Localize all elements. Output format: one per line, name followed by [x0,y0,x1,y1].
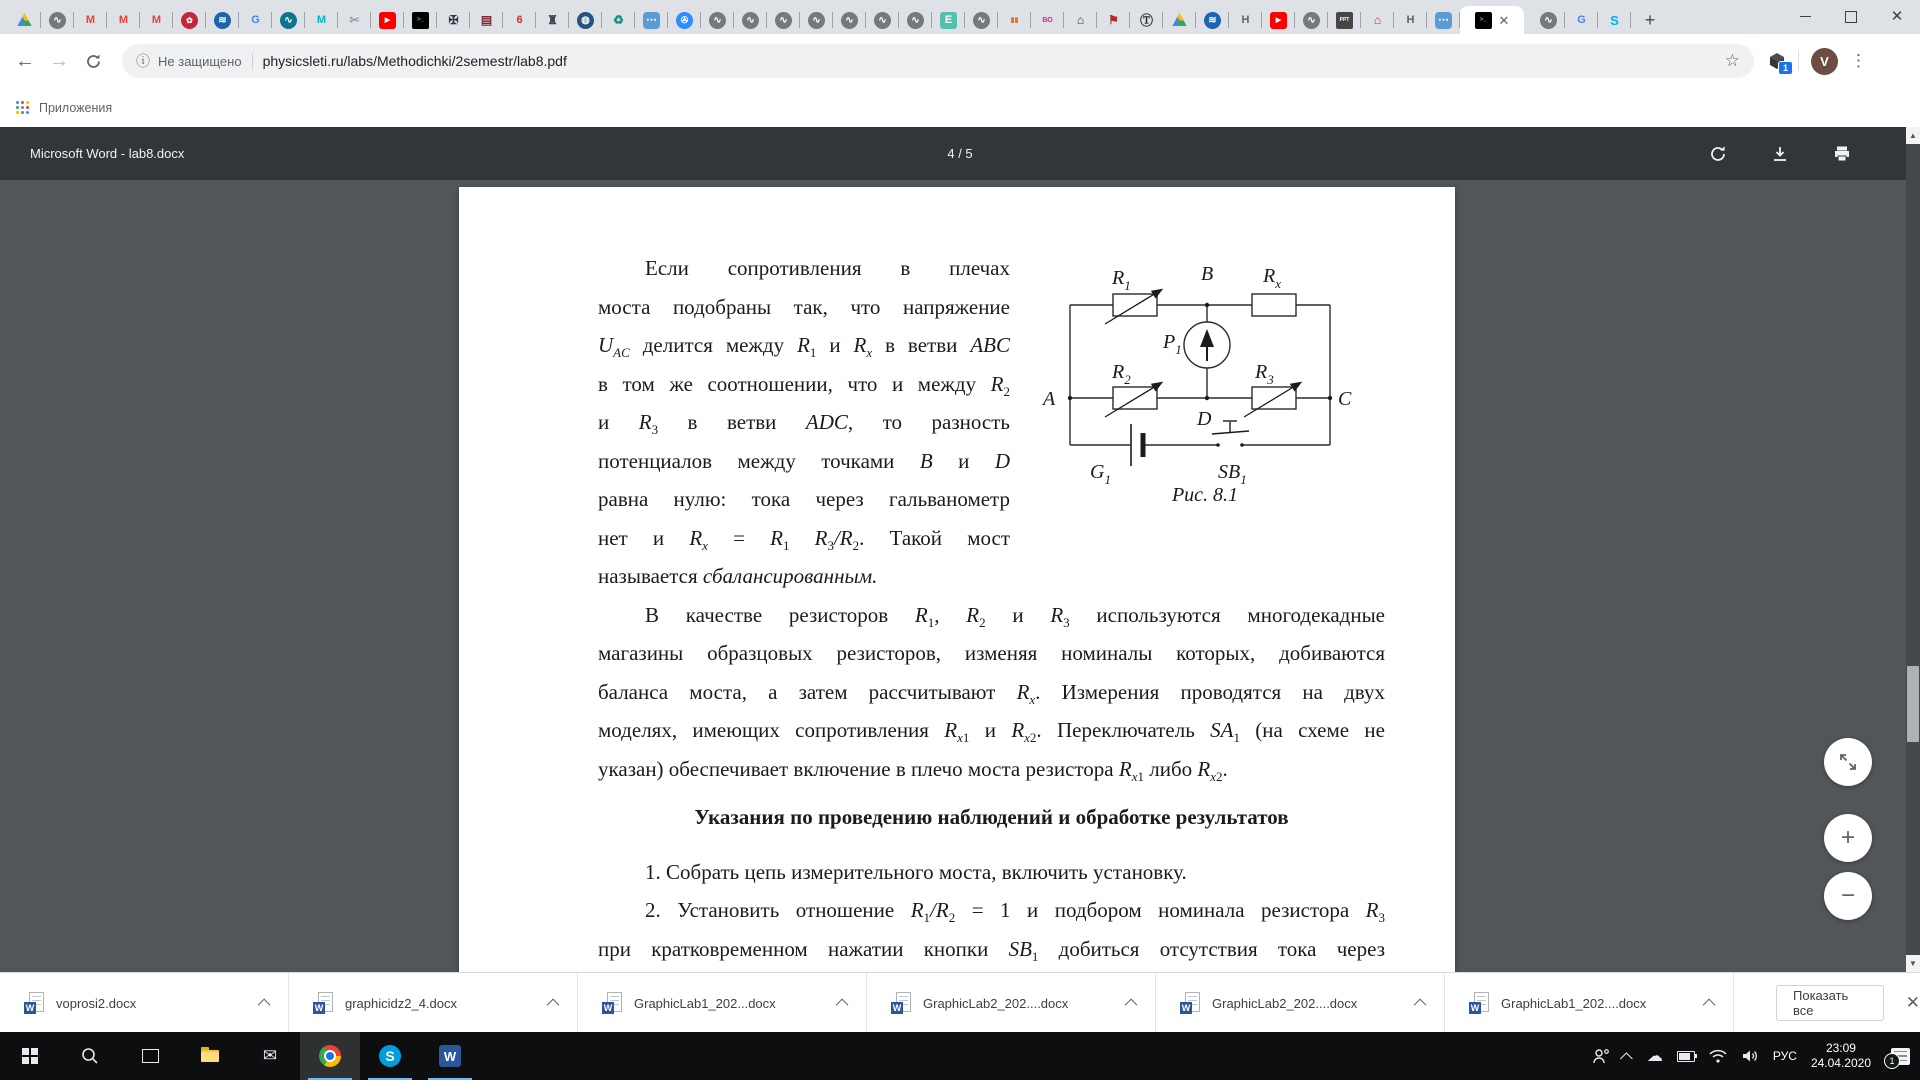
browser-tab[interactable] [74,6,107,34]
tab-favicon-globe: ∿ [808,12,825,29]
document-text-line: баланса моста, а затем рассчитывают $R_x$. Измерения проводятся на двух [598,679,1385,707]
document-text-line: при кратковременном нажатии кнопки $SB_1$ добиться отсутствия тока через [598,936,1385,964]
extension-button[interactable] [1768,52,1788,73]
download-filename: graphicidz2_4.docx [345,995,458,1011]
tab-favicon-swirl-teal: ∿ [280,12,297,29]
tab-favicon-gmail: M [118,13,129,26]
system-tray [1592,1032,1920,1080]
bookmark-apps-label[interactable]: Приложения [39,100,113,115]
battery-icon[interactable] [1677,1051,1695,1062]
download-menu-chevron-icon[interactable] [1703,998,1716,1011]
tab-favicon-terminal: >_ [412,12,429,29]
tab-favicon-house: ⌂ [1373,12,1382,27]
tab-favicon-library: ▤ [480,12,493,27]
tab-favicon-recycle: ♻ [613,12,624,27]
document-text-line: $U_{AC}$ делится между $R_1$ и $R_x$ в ветви ABC [598,333,1010,361]
document-text-line: и $R_3$ в ветви ADC, то разность [598,410,1010,438]
downloads-bar-close-icon[interactable]: ✕ [1905,993,1920,1012]
browser-tab[interactable] [1295,6,1328,34]
tab-favicon-leti: ≋ [1204,12,1221,29]
window-minimize-button[interactable] [1782,0,1828,33]
word-file-icon: W [1180,992,1200,1014]
tab-close-icon[interactable]: ✕ [1498,12,1510,28]
paragraph-2 [598,596,1385,789]
tab-favicon-six: 6 [516,13,523,26]
word-file-icon: W [313,992,333,1014]
pdf-page-indicator: 4 / 5 [947,146,973,161]
skype-taskbar-button[interactable] [360,1032,420,1080]
download-item[interactable] [578,973,867,1033]
browser-tab[interactable] [1031,6,1064,34]
tab-favicon-gmail: M [151,13,162,26]
document-text-line: указан) обеспечивает включение в плечо моста резистора $R_{x1}$ либо $R_{x2}$. [598,756,1228,784]
tab-favicon-globe: ∿ [874,12,891,29]
tab-favicon-gmail: M [85,13,96,26]
tab-favicon-globe: ∿ [1540,12,1557,29]
list-item-2 [598,891,1385,968]
tray-chevron-up-icon[interactable] [1624,1052,1633,1061]
figure-caption: Рис. 8.1 [1171,484,1239,506]
rotate-button[interactable] [1700,136,1736,172]
window-maximize-button[interactable] [1828,0,1874,33]
browser-tab[interactable] [437,6,470,34]
tabs-before [0,6,1460,34]
document-text-line: нет и $R_x = R_1$ $R_3/R_2$. Такой мост [598,525,1011,553]
pdf-document-title: Microsoft Word - lab8.docx [30,146,185,161]
fit-page-icon [1838,752,1858,772]
tab-favicon-youtube: ▶ [379,12,396,29]
tab-favicon-ppt: PPT [1336,12,1353,29]
tab-favicon-drive [1171,12,1188,29]
omnibox[interactable] [122,44,1754,78]
label-d: D [1197,408,1212,430]
forward-button[interactable]: → [49,49,69,72]
browser-tab-strip [0,0,1920,34]
active-tab[interactable] [1460,6,1524,34]
paragraph-1 [598,249,1010,596]
browser-tab[interactable] [41,6,74,34]
tab-favicon-globe: ∿ [742,12,759,29]
close-icon: ✕ [1890,8,1904,25]
label-r1: $R_1$ [1112,267,1131,293]
downloads-bar [0,972,1920,1033]
onedrive-cloud-icon[interactable]: ☁ [1646,1048,1663,1065]
label-sb1: $SB_1$ [1218,461,1247,487]
folder-icon [201,1050,219,1062]
tab-favicon-globe: ∿ [973,12,990,29]
browser-tab[interactable] [602,6,635,34]
new-tab-button[interactable]: + [1644,9,1656,30]
browser-tab[interactable] [536,6,569,34]
download-item[interactable] [1445,973,1734,1033]
omnibox-separator [252,53,253,69]
bookmark-star-icon[interactable]: ☆ [1724,51,1740,70]
task-view-button[interactable] [120,1032,180,1080]
label-a: A [1043,388,1056,410]
browser-tab[interactable] [965,6,998,34]
pdf-page [459,187,1455,972]
tab-favicon-globe: ∿ [49,12,66,29]
file-explorer-button[interactable] [180,1032,240,1080]
url-text[interactable]: physicsleti.ru/labs/Methodichki/2semestr/lab8.pdf [262,53,567,69]
browser-tab[interactable] [635,6,668,34]
document-text-line: в том же соотношении, что и между $R_2$ [598,371,1010,399]
maximize-icon [1845,11,1857,23]
browser-tab[interactable] [272,6,305,34]
browser-tab[interactable] [1328,6,1361,34]
browser-tab[interactable] [404,6,437,34]
browser-tab[interactable] [899,6,932,34]
tab-favicon-cross: ✠ [448,12,459,27]
browser-tab[interactable] [305,6,338,34]
section-heading: Указания по проведению наблюдений и обработке результатов [694,805,1289,829]
reload-icon [85,53,102,70]
tab-favicon-scissors: ✂ [349,12,360,27]
browser-tab[interactable] [569,6,602,34]
notification-badge: 1 [1884,1053,1900,1069]
download-filename: GraphicLab2_202....docx [923,995,1069,1011]
browser-tab[interactable] [1565,6,1598,34]
tab-favicon-page-title: Н [1241,13,1250,26]
document-text-line: равна нулю: тока через гальванометр [598,487,1010,511]
browser-tab[interactable] [1532,6,1565,34]
zoom-out-button[interactable] [1824,872,1872,920]
windows-taskbar [0,1032,1920,1080]
browser-tab[interactable] [1229,6,1262,34]
scroll-up-arrow[interactable]: ▲ [1906,127,1920,144]
label-r2: $R_2$ [1112,361,1131,387]
document-text-line: 2. Установить отношение $R_1/R_2 = 1$ и подбором номинала резистора $R_3$ [645,898,1385,926]
document-content [598,187,1385,968]
browser-tab[interactable] [1427,6,1460,34]
document-text-line: В качестве резисторов $R_1$, $R_2$ и $R_3$ используются многодекадные [645,602,1385,630]
scrollbar-thumb[interactable] [1907,666,1919,742]
browser-tab[interactable] [371,6,404,34]
tab-favicon-terminal: >_ [1475,12,1492,29]
browser-navbar [0,34,1920,88]
word-file-icon: W [1469,992,1489,1014]
start-button[interactable] [0,1032,60,1080]
tab-favicon-m-teal: M [316,13,327,26]
download-menu-chevron-icon[interactable] [1125,998,1138,1011]
browser-tab[interactable] [1262,6,1295,34]
document-text-line: 1. Собрать цепь измерительного моста, включить установку. [645,859,1187,884]
bookmarks-bar [0,88,1920,128]
print-button[interactable] [1824,136,1860,172]
tab-favicon-books: ▮▮ [1010,16,1019,24]
browser-tab[interactable] [173,6,206,34]
download-menu-chevron-icon[interactable] [547,998,560,1011]
tab-favicon-drive [16,12,33,29]
tabs-after [1524,6,1631,34]
mail-icon: ✉ [262,1046,278,1065]
tab-favicon-bookmark: ⚑ [1108,12,1119,27]
plus-icon: + [1840,824,1855,851]
browser-tab[interactable] [338,6,371,34]
word-file-icon: W [891,992,911,1014]
pdf-scrollbar[interactable] [1906,127,1920,972]
document-text-line: потенциалов между точками B и D [598,448,1011,473]
minus-icon: − [1840,882,1855,909]
document-text-line: моделях, имеющих сопротивления $R_{x1}$ и $R_{x2}$. Переключатель $SA_1$ (на схеме не [598,718,1385,746]
tab-favicon-vo: ВО [1042,16,1053,24]
label-r3: $R_3$ [1255,361,1274,387]
browser-tab[interactable] [1064,6,1097,34]
word-file-icon: W [24,992,44,1014]
browser-tab[interactable] [833,6,866,34]
browser-tab[interactable] [1394,6,1427,34]
minimize-icon [1800,16,1811,17]
download-item[interactable] [289,973,578,1033]
windows-logo-icon [22,1048,38,1064]
browser-tab[interactable] [1130,6,1163,34]
download-item[interactable] [0,973,289,1033]
browser-tab[interactable] [767,6,800,34]
rotate-icon [1709,145,1727,163]
clock-time: 23:09 [1825,1041,1856,1055]
tab-favicon-leti: ≋ [214,12,231,29]
browser-tab[interactable] [8,6,41,34]
label-c: C [1338,388,1352,410]
extension-badge: 1 [1778,61,1793,75]
browser-tab[interactable] [107,6,140,34]
mail-button[interactable] [240,1032,300,1080]
word-file-icon: W [602,992,622,1014]
apps-grid-icon[interactable] [16,101,29,114]
chrome-icon [319,1045,341,1067]
download-filename: GraphicLab2_202....docx [1212,995,1358,1011]
browser-tab[interactable] [1163,6,1196,34]
tab-favicon-t-circle: Ⓣ [1139,12,1153,28]
browser-tab[interactable] [140,6,173,34]
document-text-line: называется сбалансированным. [598,564,878,588]
document-text-line: Если сопротивления в плечах [645,256,1010,280]
browser-tab[interactable] [239,6,272,34]
label-p1: $P_1$ [1163,331,1182,357]
download-item[interactable] [867,973,1156,1033]
tab-favicon-google: G [251,13,260,26]
label-rx: $R_x$ [1263,265,1281,291]
browser-tab[interactable] [998,6,1031,34]
label-b: B [1201,263,1214,285]
taskbar-clock[interactable] [1811,1041,1871,1071]
taskbar-search-button[interactable] [60,1032,120,1080]
back-button[interactable]: ← [15,49,35,72]
tab-favicon-globe: ∿ [907,12,924,29]
tab-favicon-berry: ✿ [181,12,198,29]
tab-favicon-city: ⌂ [1076,12,1085,27]
tab-favicon-skype: S [1610,12,1619,28]
fit-page-button[interactable] [1824,738,1872,786]
browser-tab[interactable] [668,6,701,34]
browser-tab[interactable] [800,6,833,34]
download-menu-chevron-icon[interactable] [836,998,849,1011]
show-all-downloads-button[interactable]: Показать все [1776,985,1884,1021]
tab-favicon-camera: ✇ [676,12,693,29]
pdf-viewport[interactable] [0,180,1920,972]
browser-tab[interactable] [1097,6,1130,34]
tab-favicon-globe-blue: ◍ [577,12,594,29]
action-center-icon[interactable] [1891,1048,1910,1065]
tab-favicon-globe: ∿ [709,12,726,29]
word-icon: W [439,1045,461,1067]
print-icon [1833,145,1851,163]
browser-tab[interactable] [932,6,965,34]
search-icon [81,1047,99,1065]
people-icon[interactable] [1592,1048,1610,1064]
page-info-icon[interactable]: ⓘ [136,53,150,69]
download-menu-chevron-icon[interactable] [1414,998,1427,1011]
tab-favicon-chat: ⋯ [643,12,660,29]
download-filename: GraphicLab1_202....docx [1501,995,1647,1011]
language-indicator[interactable]: РУС [1772,1049,1797,1063]
tab-favicon-chat: ⋯ [1435,12,1452,29]
browser-tab[interactable] [470,6,503,34]
browser-tab[interactable] [1598,6,1631,34]
browser-tab[interactable] [1196,6,1229,34]
browser-tab[interactable] [1361,6,1394,34]
tab-favicon-towers: ♜ [547,12,558,27]
label-g1: $G_1$ [1090,461,1111,487]
navbar-divider [1798,51,1799,71]
pdf-toolbar [0,127,1920,180]
browser-tab[interactable] [866,6,899,34]
download-menu-chevron-icon[interactable] [258,998,271,1011]
tab-favicon-globe: ∿ [1303,12,1320,29]
volume-icon[interactable] [1741,1048,1759,1064]
chrome-taskbar-button[interactable] [300,1032,360,1080]
task-view-icon [142,1049,159,1063]
download-filename: GraphicLab1_202...docx [634,995,776,1011]
wifi-icon[interactable] [1709,1049,1727,1063]
download-icon [1771,145,1789,163]
zoom-in-button[interactable] [1824,814,1872,862]
skype-icon: S [379,1045,401,1067]
browser-menu-button[interactable]: ⋮ [1850,51,1867,70]
browser-tab[interactable] [734,6,767,34]
clock-date: 24.04.2020 [1810,1056,1871,1070]
browser-tab[interactable] [206,6,239,34]
downloads-list [0,973,1734,1033]
tab-favicon-page-title: Н [1406,13,1415,26]
browser-tab[interactable] [701,6,734,34]
word-taskbar-button[interactable] [420,1032,480,1080]
tab-favicon-globe: ∿ [775,12,792,29]
scroll-down-arrow[interactable]: ▼ [1906,955,1920,972]
tab-favicon-globe: ∿ [841,12,858,29]
window-close-button[interactable] [1874,0,1920,33]
profile-avatar[interactable]: V [1811,48,1838,75]
reload-button[interactable] [76,44,110,78]
browser-tab[interactable] [503,6,536,34]
download-button[interactable] [1762,136,1798,172]
tab-favicon-youtube: ▶ [1270,12,1287,29]
document-text-line: магазины образцовых резисторов, изменяя номиналы которых, добиваются [598,641,1385,665]
document-text-line: моста подобраны так, что напряжение [598,294,1010,319]
not-secure-label: Не защищено [158,53,242,69]
download-item[interactable] [1156,973,1445,1033]
tab-favicon-google: G [1577,13,1586,26]
list-item-1 [598,853,1385,892]
download-filename: voprosi2.docx [56,995,137,1011]
tab-favicon-e-board: E [940,12,957,29]
